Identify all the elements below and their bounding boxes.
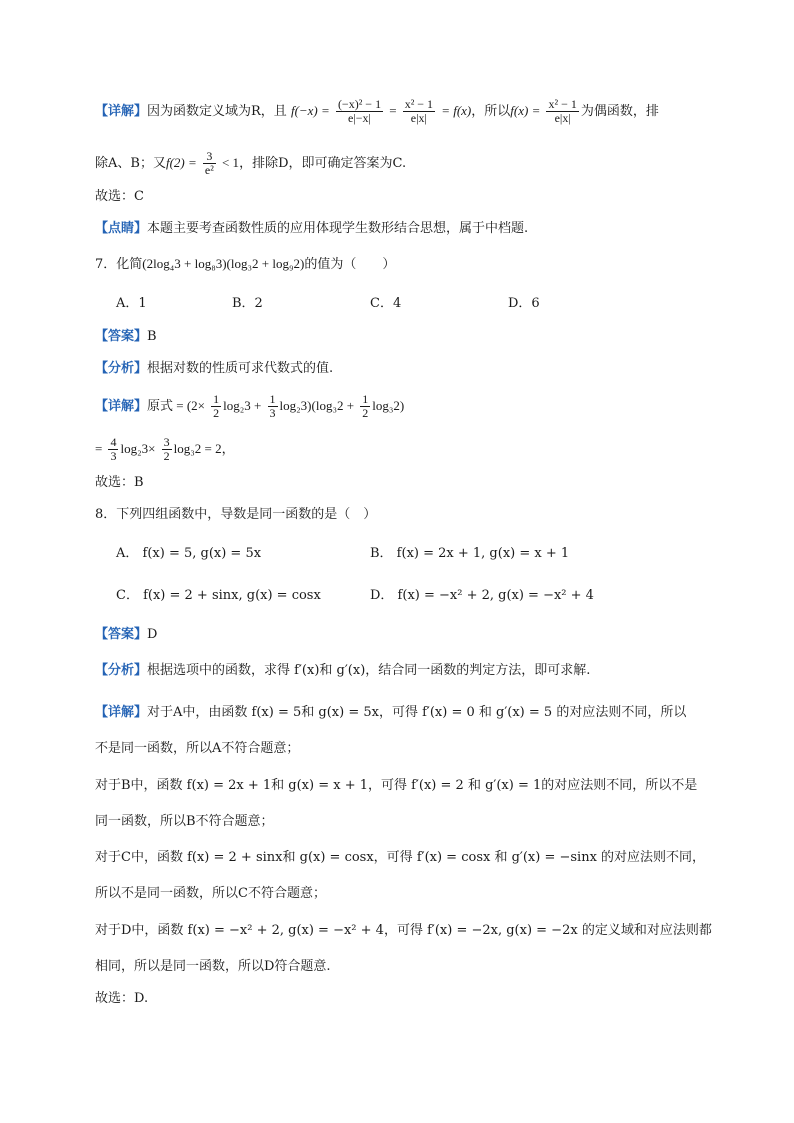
p6-detail-line2: 除A、B；又f(2) = $\frac{3}{\text{e²}}$ < 1，排除D，即可确定答案为C. <box>95 149 407 177</box>
q7-option-a: A．1 <box>116 296 147 311</box>
fraction: $\frac{\text{x² − 1}}{e|x|}$ <box>404 97 434 125</box>
q7-detail-line1: 【详解】原式 = (2× $\frac{1}{2}$ log₂3 + $\frac{1}{3}$ log₂3)(log₃2 + $\frac{1}{2}$ log₃2) <box>95 392 405 420</box>
detail-tag: 【详解】 <box>95 104 148 119</box>
answer-tag: 【答案】 <box>95 627 148 642</box>
q8-detail-c1: 对于C中，函数 f(x) = 2 + sinx和 g(x) = cosx，可得 f′(x) = cosx 和 g′(x) = −sinx 的对应法则不同， <box>95 850 706 865</box>
analysis-tag: 【分析】 <box>95 361 148 376</box>
q8-option-c: C． f(x) = 2 + sinx, g(x) = cosx <box>116 588 321 603</box>
fraction: $\frac{4}{3}$ <box>110 435 117 463</box>
q8-stem: 8．下列四组函数中，导数是同一函数的是（ ） <box>95 507 377 522</box>
p6-choose: 故选：C <box>95 189 144 204</box>
comment-tag: 【点睛】 <box>95 221 148 236</box>
q8-detail-c2: 所以不是同一函数，所以C不符合题意； <box>95 886 326 901</box>
detail-tag: 【详解】 <box>95 705 148 720</box>
analysis-tag: 【分析】 <box>95 663 148 678</box>
answer-tag: 【答案】 <box>95 329 148 344</box>
q8-detail-d2: 相同，所以是同一函数，所以D符合题意. <box>95 959 331 974</box>
q8-choose: 故选：D. <box>95 991 149 1006</box>
q8-option-a: A． f(x) = 5, g(x) = 5x <box>116 546 262 561</box>
q7-choose: 故选：B <box>95 475 144 490</box>
p6-comment: 【点睛】本题主要考查函数性质的应用体现学生数形结合思想，属于中档题. <box>95 221 529 236</box>
p6-detail-line1: 【详解】因为函数定义域为R，且 f(−x) = $\frac{\text{(−x)² − 1}}{e|-x|}$ = $\frac{\text{x² − 1}}{e|x|}$ = f(x)，所以f(x) = $\frac{\text{x² − 1}}{e|x|}$ 为偶函数，排 <box>95 97 659 125</box>
fraction: $\frac{\text{x² − 1}}{e|x|}$ <box>548 97 577 125</box>
q8-detail-b2: 同一函数，所以B不符合题意； <box>95 814 274 829</box>
q7-analysis: 【分析】根据对数的性质可求代数式的值. <box>95 361 334 376</box>
q8-detail-a2: 不是同一函数，所以A不符合题意； <box>95 741 300 756</box>
q8-detail-b1: 对于B中，函数 f(x) = 2x + 1和 g(x) = x + 1，可得 f′(x) = 2 和 g′(x) = 1的对应法则不同，所以不是 <box>95 778 698 793</box>
q7-detail-line2: = $\frac{4}{3}$ log₂3× $\frac{3}{2}$ log₃2 = 2， <box>95 435 235 463</box>
q8-detail-d1: 对于D中，函数 f(x) = −x² + 2, g(x) = −x² + 4，可得 f′(x) = −2x, g(x) = −2x 的定义域和对应法则都 <box>95 923 712 938</box>
q8-detail-a1: 【详解】对于A中，由函数 f(x) = 5和 g(x) = 5x，可得 f′(x) = 0 和 g′(x) = 5 的对应法则不同，所以 <box>95 705 687 720</box>
fraction: $\frac{1}{3}$ <box>269 392 276 420</box>
q7-option-d: D．6 <box>508 296 540 311</box>
q8-option-d: D． f(x) = −x² + 2, g(x) = −x² + 4 <box>370 588 594 603</box>
q7-stem: 7．化简(2log₄3 + log₈3)(log₃2 + log₉2)的值为（ ） <box>95 256 396 272</box>
q8-analysis: 【分析】根据选项中的函数，求得 f′(x)和 g′(x)，结合同一函数的判定方法，即可求解. <box>95 663 591 678</box>
q8-answer: 【答案】D <box>95 627 158 642</box>
fraction: $\frac{1}{2}$ <box>362 392 369 420</box>
q7-option-b: B．2 <box>232 296 263 311</box>
q7-answer: 【答案】B <box>95 329 157 344</box>
fraction: $\frac{3}{\text{e²}}$ <box>204 149 214 177</box>
q8-option-b: B． f(x) = 2x + 1, g(x) = x + 1 <box>370 546 570 561</box>
fraction: $\frac{3}{2}$ <box>163 435 170 463</box>
fraction: $\frac{1}{2}$ <box>213 392 220 420</box>
q7-option-c: C．4 <box>370 296 402 311</box>
detail-tag: 【详解】 <box>95 399 148 414</box>
fraction: $\frac{\text{(−x)² − 1}}{e|-x|}$ <box>337 97 382 125</box>
